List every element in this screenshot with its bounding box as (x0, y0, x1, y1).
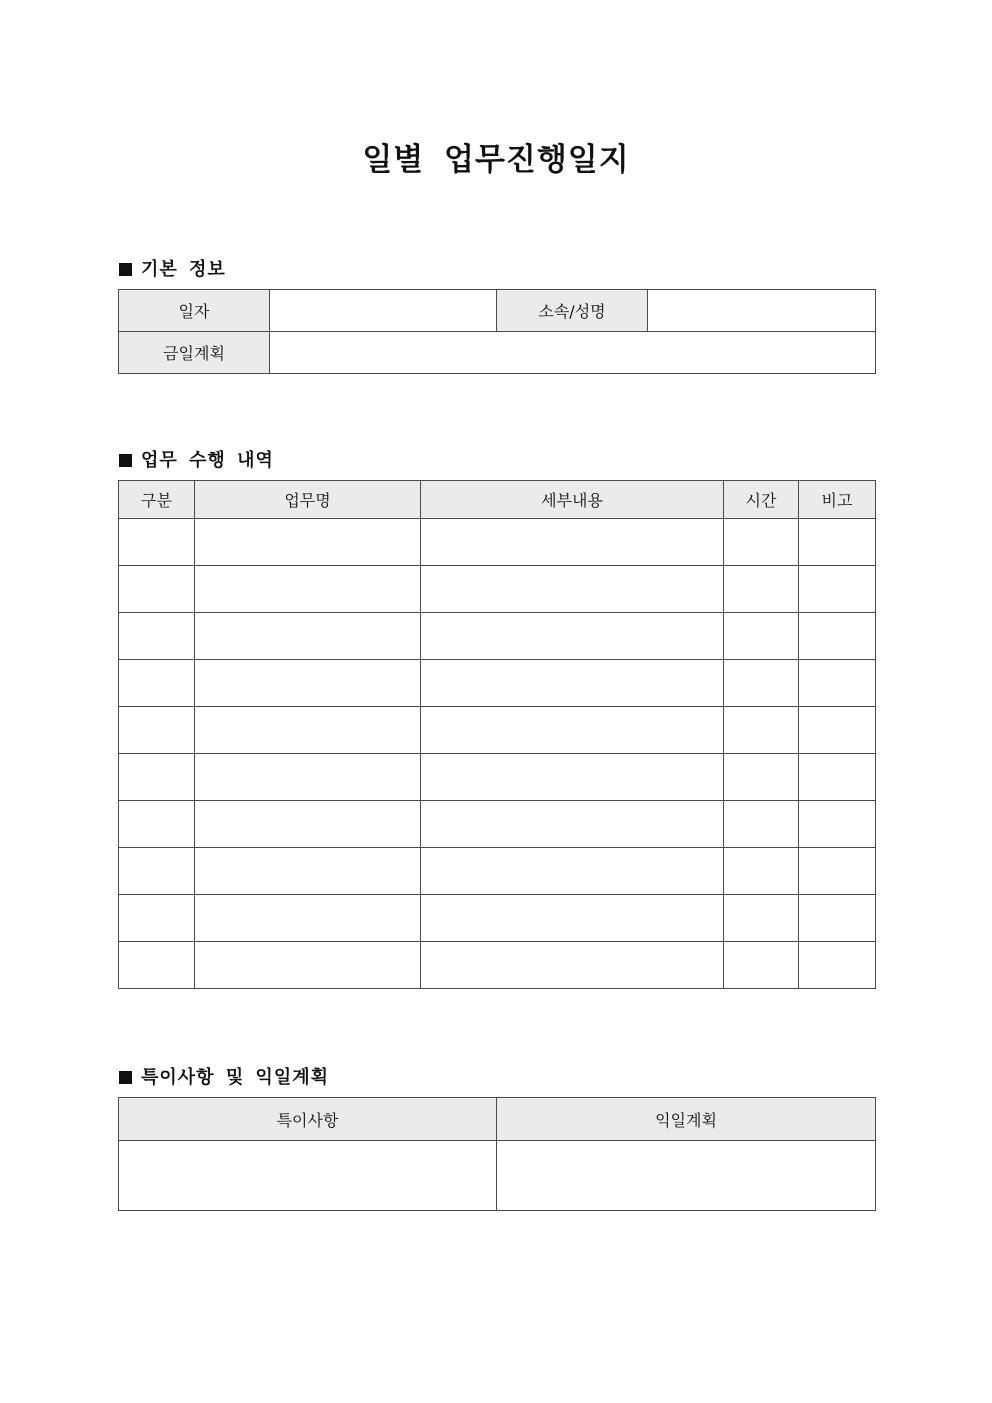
notes-body-row (119, 1141, 876, 1211)
task-name-cell[interactable] (195, 566, 421, 613)
today-plan-field[interactable] (270, 332, 876, 374)
task-name-cell[interactable] (195, 519, 421, 566)
column-header-category: 구분 (119, 481, 195, 519)
time-cell[interactable] (724, 895, 799, 942)
time-cell[interactable] (724, 613, 799, 660)
details-cell[interactable] (421, 660, 724, 707)
category-cell[interactable] (119, 613, 195, 660)
time-cell[interactable] (724, 707, 799, 754)
next-day-plan-field[interactable] (497, 1141, 876, 1211)
category-cell[interactable] (119, 801, 195, 848)
remarks-cell[interactable] (799, 754, 876, 801)
basic-info-heading-text: 기본 정보 (141, 259, 226, 280)
category-cell[interactable] (119, 566, 195, 613)
details-cell[interactable] (421, 801, 724, 848)
remarks-cell[interactable] (799, 801, 876, 848)
category-cell[interactable] (119, 942, 195, 989)
notes-heading (119, 1063, 329, 1089)
details-cell[interactable] (421, 566, 724, 613)
work-log-table (118, 480, 876, 989)
task-name-cell[interactable] (195, 613, 421, 660)
remarks-cell[interactable] (799, 848, 876, 895)
column-header-remarks: 비고 (799, 481, 876, 519)
details-cell[interactable] (421, 707, 724, 754)
today-plan-label: 금일계획 (119, 332, 270, 374)
time-cell[interactable] (724, 660, 799, 707)
time-cell[interactable] (724, 848, 799, 895)
date-label: 일자 (119, 290, 270, 332)
table-row (119, 848, 876, 895)
table-row (119, 613, 876, 660)
page-title: 일별 업무진행일지 (362, 142, 630, 178)
remarks-cell[interactable] (799, 566, 876, 613)
category-cell[interactable] (119, 848, 195, 895)
task-name-cell[interactable] (195, 754, 421, 801)
task-name-cell[interactable] (195, 801, 421, 848)
task-name-cell[interactable] (195, 895, 421, 942)
notes-table (118, 1097, 876, 1211)
notes-header-row (119, 1098, 876, 1141)
remarks-cell[interactable] (799, 660, 876, 707)
table-row (119, 801, 876, 848)
remarks-cell[interactable] (799, 707, 876, 754)
date-field[interactable] (270, 290, 497, 332)
table-row (119, 566, 876, 613)
details-cell[interactable] (421, 942, 724, 989)
square-bullet-icon (119, 454, 132, 467)
special-notes-field[interactable] (119, 1141, 497, 1211)
table-row (119, 707, 876, 754)
details-cell[interactable] (421, 754, 724, 801)
details-cell[interactable] (421, 895, 724, 942)
time-cell[interactable] (724, 566, 799, 613)
work-log-header-row (119, 481, 876, 519)
task-name-cell[interactable] (195, 707, 421, 754)
remarks-cell[interactable] (799, 519, 876, 566)
column-header-details: 세부내용 (421, 481, 724, 519)
column-header-task-name: 업무명 (195, 481, 421, 519)
table-row (119, 754, 876, 801)
column-header-time: 시간 (724, 481, 799, 519)
task-name-cell[interactable] (195, 660, 421, 707)
affiliation-name-field[interactable] (648, 290, 876, 332)
work-log-heading-text: 업무 수행 내역 (141, 450, 274, 471)
remarks-cell[interactable] (799, 895, 876, 942)
notes-heading-text: 특이사항 및 익일계획 (141, 1067, 330, 1088)
details-cell[interactable] (421, 613, 724, 660)
square-bullet-icon (119, 263, 132, 276)
affiliation-name-label: 소속/성명 (497, 290, 648, 332)
special-notes-label: 특이사항 (119, 1098, 497, 1141)
table-row (119, 895, 876, 942)
time-cell[interactable] (724, 942, 799, 989)
time-cell[interactable] (724, 754, 799, 801)
time-cell[interactable] (724, 519, 799, 566)
next-day-plan-label: 익일계획 (497, 1098, 876, 1141)
square-bullet-icon (119, 1071, 132, 1084)
table-row (119, 942, 876, 989)
basic-info-heading (119, 255, 226, 281)
category-cell[interactable] (119, 754, 195, 801)
category-cell[interactable] (119, 895, 195, 942)
work-log-heading (119, 446, 274, 472)
time-cell[interactable] (724, 801, 799, 848)
remarks-cell[interactable] (799, 942, 876, 989)
details-cell[interactable] (421, 519, 724, 566)
category-cell[interactable] (119, 519, 195, 566)
task-name-cell[interactable] (195, 848, 421, 895)
category-cell[interactable] (119, 660, 195, 707)
table-row (119, 519, 876, 566)
table-row (119, 660, 876, 707)
basic-info-table (118, 289, 876, 374)
task-name-cell[interactable] (195, 942, 421, 989)
details-cell[interactable] (421, 848, 724, 895)
remarks-cell[interactable] (799, 613, 876, 660)
category-cell[interactable] (119, 707, 195, 754)
